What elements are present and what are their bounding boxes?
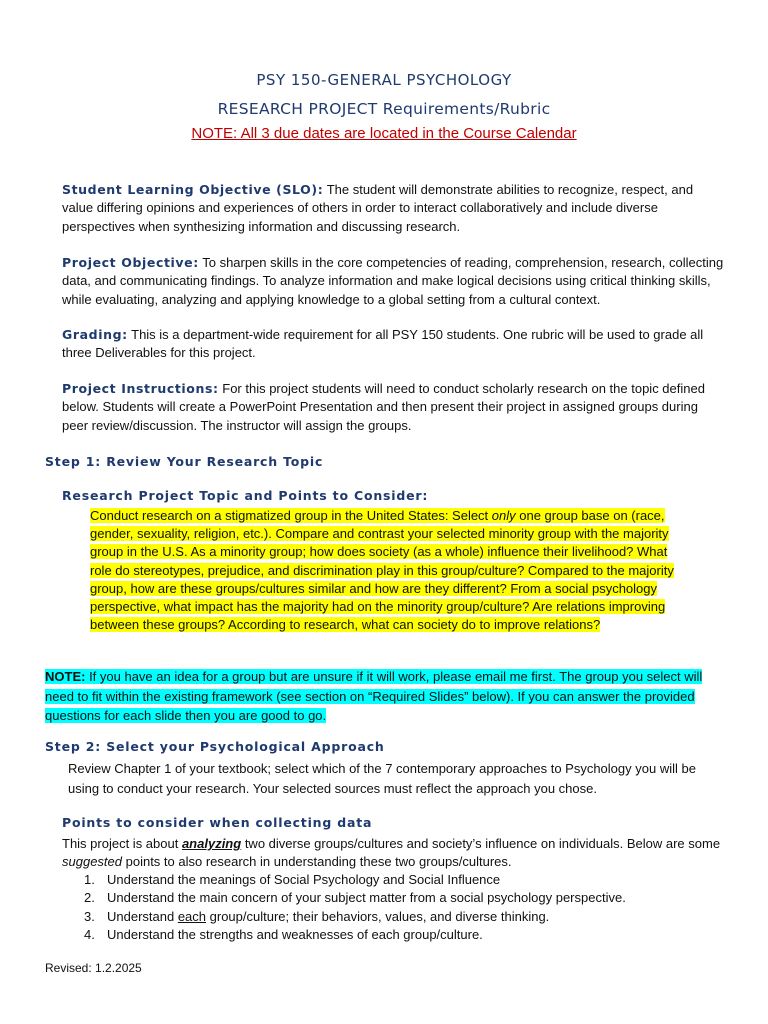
topic-text-emph: only (491, 508, 516, 523)
document-subtitle: RESEARCH PROJECT Requirements/Rubric (217, 100, 551, 118)
points-intro-emph: analyzing (181, 836, 242, 851)
list-item (62, 871, 722, 889)
project-objective-label: Project Objective: (62, 255, 199, 270)
list-item-text: Understand the meanings of Social Psychology and Social Influence (107, 872, 501, 887)
note-label: NOTE: (45, 669, 86, 684)
points-intro-pre: This project is about (62, 836, 182, 851)
slo-text: The student will demonstrate abilities to recognize, respect, and value differing opinions and experiences of others in order to interact collaboratively and include diverse perspectives when synthesizing information and discussing research. (62, 182, 694, 234)
list-item-number: 4. (84, 926, 95, 942)
list-item (62, 908, 722, 926)
points-intro (62, 835, 732, 871)
list-item (62, 926, 722, 944)
grading-label: Grading: (62, 327, 128, 342)
points-intro-emph2: suggested (62, 854, 122, 869)
research-topic-subheading: Research Project Topic and Points to Consider: (62, 488, 429, 503)
topic-text-pre: Conduct research on a stigmatized group in the United States: Select (90, 508, 492, 523)
list-item-text-post: group/culture; their behaviors, values, and diverse thinking. (206, 908, 550, 924)
list-item (62, 889, 722, 907)
project-instructions-text: For this project students will need to conduct scholarly research on the topic defined below. Students will create a PowerPoint Presentation and then present their project in assigned groups during peer review/discussion. The instructor will assign the groups. (62, 381, 705, 433)
points-intro-mid: two diverse groups/cultures and society’s influence on individuals. Below are some (241, 836, 721, 851)
research-topic-highlight (90, 507, 690, 634)
revised-date: Revised: 1.2.2025 (45, 961, 142, 975)
project-instructions-label: Project Instructions: (62, 381, 219, 396)
project-instructions-paragraph (62, 380, 727, 435)
points-heading: Points to consider when collecting data (62, 815, 373, 830)
step2-text: Review Chapter 1 of your textbook; select which of the 7 contemporary approaches to Psychology you will be using to conduct your research. Your selected sources must reflect the approach you chose. (68, 761, 696, 796)
slo-label: Student Learning Objective (SLO): (62, 182, 324, 197)
due-dates-note: NOTE: All 3 due dates are located in the Course Calendar (191, 125, 577, 142)
slo-paragraph (62, 181, 727, 236)
grading-paragraph (62, 326, 727, 363)
points-list (62, 871, 722, 944)
note-highlight (45, 667, 725, 726)
list-item-emph: each (177, 908, 207, 924)
project-objective-paragraph (62, 254, 727, 309)
list-item-number: 2. (84, 890, 95, 906)
list-item-number: 3. (84, 908, 95, 924)
list-item-text: Understand the strengths and weaknesses of each group/culture. (107, 926, 483, 942)
points-intro-post: points to also research in understanding these two groups/cultures. (122, 854, 512, 869)
course-title: PSY 150-GENERAL PSYCHOLOGY (256, 71, 512, 89)
topic-text-post: one group base on (race, gender, sexuality, religion, etc.). Compare and contrast your selected minority group with the majority group in the U.S. As a minority group; how does society (as a whole) influence their livelihood? What role do stereotypes, prejudice, and discrimination play in this group/culture? Compared to the majority group, how are these groups/cultures similar and how are they different? From a social psychology perspective, what impact has the majority had on the minority group/culture? Are relations improving between these groups? According to research, what can society do to improve relations? (90, 508, 674, 633)
grading-text: This is a department-wide requirement for all PSY 150 students. One rubric will be used to grade all three Deliverables for this project. (62, 327, 704, 361)
list-item-text: Understand (107, 908, 178, 924)
list-item-number: 1. (84, 872, 95, 887)
project-objective-text: To sharpen skills in the core competencies of reading, comprehension, research, collecting data, and communicating findings. To analyze information and make logical decisions using critical thinking skills, while evaluating, analyzing and applying knowledge to a global setting from a cultural context. (62, 255, 724, 307)
list-item-text: Understand the main concern of your subject matter from a social psychology perspective. (107, 890, 626, 906)
note-text: If you have an idea for a group but are unsure if it will work, please email me first. The group you select will need to fit within the existing framework (see section on “Required Slides” below). If you can answer the provided questions for each slide then you are good to go. (45, 669, 703, 723)
step2-heading: Step 2: Select your Psychological Approach (45, 739, 385, 754)
step1-heading: Step 1: Review Your Research Topic (45, 454, 324, 469)
